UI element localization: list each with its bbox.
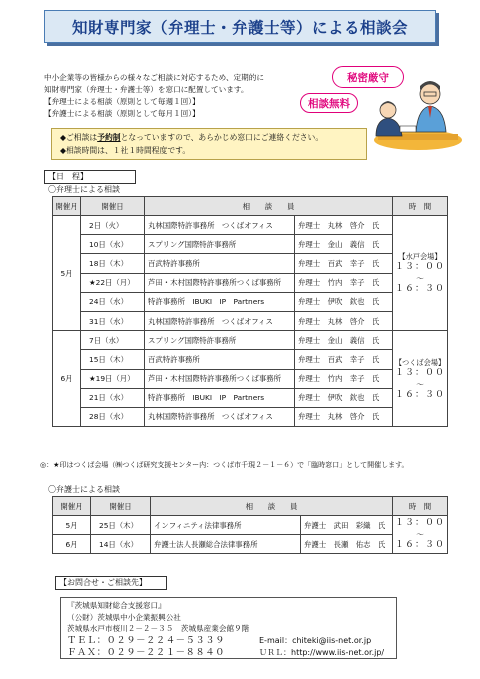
intro-line: 知財専門家（弁理士・弁護士等）を窓口に配置しています。	[44, 85, 249, 94]
person-cell: 弁理士 百武 幸子 氏	[295, 350, 393, 369]
contact-tel: ＴＥＬ：０２９－２２４－５３３９	[67, 634, 226, 646]
office-cell: 百武特許事務所	[145, 350, 295, 369]
office-cell: インフィニティ法律事務所	[151, 516, 301, 535]
patent-attorney-schedule-table	[52, 196, 448, 427]
month-cell: 6月	[53, 331, 81, 427]
table-row	[53, 311, 448, 330]
time-cell: 【つくば会場】 １３：００ ～ １６：３０	[393, 331, 448, 427]
confidential-badge: 秘密厳守	[332, 66, 404, 88]
title-banner	[44, 10, 436, 43]
date-cell: 10日（水）	[81, 235, 145, 254]
intro-line: 【弁護士による相談（原則として毎月１回）】	[44, 109, 200, 118]
table-row	[53, 350, 448, 369]
date-cell: 21日（水）	[81, 388, 145, 407]
office-cell: 丸林国際特許事務所 つくばオフィス	[145, 216, 295, 235]
date-cell: 18日（木）	[81, 254, 145, 273]
header-month: 開催月	[53, 497, 91, 516]
intro-line: 【弁理士による相談（原則として毎週１回）】	[44, 97, 200, 106]
date-cell: 7日（水）	[81, 331, 145, 350]
consultation-illustration-icon	[372, 68, 462, 156]
office-cell: 百武特許事務所	[145, 254, 295, 273]
time-cell: 【水戸会場】 １３：００ ～ １６：３０	[393, 216, 448, 331]
person-cell: 弁理士 竹内 幸子 氏	[295, 273, 393, 292]
date-cell: 24日（水）	[81, 292, 145, 311]
date-cell: 31日（水）	[81, 311, 145, 330]
office-cell: 特許事務所 IBUKI IP Partners	[145, 388, 295, 407]
contact-address: 茨城県水戸市桜川２－２－３５ 茨城県産業会館９階	[67, 624, 250, 633]
person-cell: 弁護士 長瀬 佑志 氏	[301, 535, 393, 554]
person-cell: 弁理士 丸林 啓介 氏	[295, 407, 393, 426]
patent-section-label: 〇弁理士による相談	[48, 185, 120, 194]
table-row	[53, 235, 448, 254]
person-cell: 弁理士 丸林 啓介 氏	[295, 311, 393, 330]
free-consultation-badge: 相談無料	[300, 93, 358, 113]
reservation-notice	[51, 128, 367, 160]
table-row	[53, 535, 448, 554]
office-cell: スプリング国際特許事務所	[145, 235, 295, 254]
month-cell: 5月	[53, 216, 81, 331]
contact-email[interactable]: E-mail：chiteki@iis-net.or.jp	[259, 636, 372, 645]
intro-text	[44, 72, 324, 120]
date-cell: 25日（木）	[91, 516, 151, 535]
lawyer-schedule-table	[52, 496, 448, 554]
person-cell: 弁理士 百武 幸子 氏	[295, 254, 393, 273]
office-cell: 丸林国際特許事務所 つくばオフィス	[145, 407, 295, 426]
month-cell: 6月	[53, 535, 91, 554]
contact-box	[60, 597, 397, 659]
table-row	[53, 273, 448, 292]
header-time: 時 間	[393, 497, 448, 516]
date-cell: ★19日（月）	[81, 369, 145, 388]
notice-line: ◆ご相談は予約制となっていますので、あらかじめ窓口にご連絡ください。	[60, 133, 324, 142]
lawyer-section-label: 〇弁護士による相談	[48, 485, 120, 494]
header-month: 開催月	[53, 197, 81, 216]
schedule-header: 【日 程】	[44, 170, 136, 184]
person-cell: 弁理士 金山 義信 氏	[295, 235, 393, 254]
date-cell: 2日（火）	[81, 216, 145, 235]
office-cell: 丸林国際特許事務所 つくばオフィス	[145, 311, 295, 330]
contact-header: 【お問合せ・ご相談先】	[55, 576, 167, 590]
contact-organization: （公財）茨城県中小企業振興公社	[67, 612, 181, 622]
person-cell: 弁理士 竹内 幸子 氏	[295, 369, 393, 388]
person-cell: 弁理士 金山 義信 氏	[295, 331, 393, 350]
header-person: 相 談 員	[151, 497, 393, 516]
office-cell: 特許事務所 IBUKI IP Partners	[145, 292, 295, 311]
table-row	[53, 388, 448, 407]
intro-line: 中小企業等の皆様からの様々なご相談に対応するため、定期的に	[44, 73, 264, 82]
table-row	[53, 369, 448, 388]
person-cell: 弁理士 伊吹 欽也 氏	[295, 292, 393, 311]
table-row	[53, 516, 448, 535]
time-cell: １３：００ ～ １６：３０	[393, 516, 448, 554]
date-cell: 28日（水）	[81, 407, 145, 426]
table-row	[53, 331, 448, 350]
page-title: 知財専門家（弁理士・弁護士等）による相談会	[71, 18, 408, 37]
person-cell: 弁護士 武田 彩織 氏	[301, 516, 393, 535]
office-cell: 芦田・木村国際特許事務所つくば事務所	[145, 369, 295, 388]
header-time: 時 間	[393, 197, 448, 216]
person-cell: 弁理士 伊吹 欽也 氏	[295, 388, 393, 407]
date-cell: 14日（水）	[91, 535, 151, 554]
notice-line: ◆相談時間は、１社１時間程度です。	[60, 145, 191, 155]
date-cell: 15日（木）	[81, 350, 145, 369]
person-cell: 弁理士 丸林 啓介 氏	[295, 216, 393, 235]
office-cell: 芦田・木村国際特許事務所つくば事務所	[145, 273, 295, 292]
contact-window-name: 『茨城県知財総合支援窓口』	[67, 601, 166, 610]
contact-url[interactable]: ＵＲＬ：http://www.iis-net.or.jp/	[259, 648, 385, 657]
table-row	[53, 254, 448, 273]
contact-fax: ＦＡＸ：０２９－２２１－８８４０	[67, 646, 226, 658]
office-cell: スプリング国際特許事務所	[145, 331, 295, 350]
table-row	[53, 407, 448, 426]
tsukuba-footnote: ◎：★印はつくば会場（㈱つくば研究支援センター内：つくば市千現２－１－６）で「臨時窓口」として開催します。	[40, 461, 409, 469]
header-person: 相 談 員	[145, 197, 393, 216]
table-row	[53, 216, 448, 235]
office-cell: 弁護士法人長瀬総合法律事務所	[151, 535, 301, 554]
table-row	[53, 292, 448, 311]
header-date: 開催日	[81, 197, 145, 216]
date-cell: ★22日（月）	[81, 273, 145, 292]
month-cell: 5月	[53, 516, 91, 535]
header-date: 開催日	[91, 497, 151, 516]
